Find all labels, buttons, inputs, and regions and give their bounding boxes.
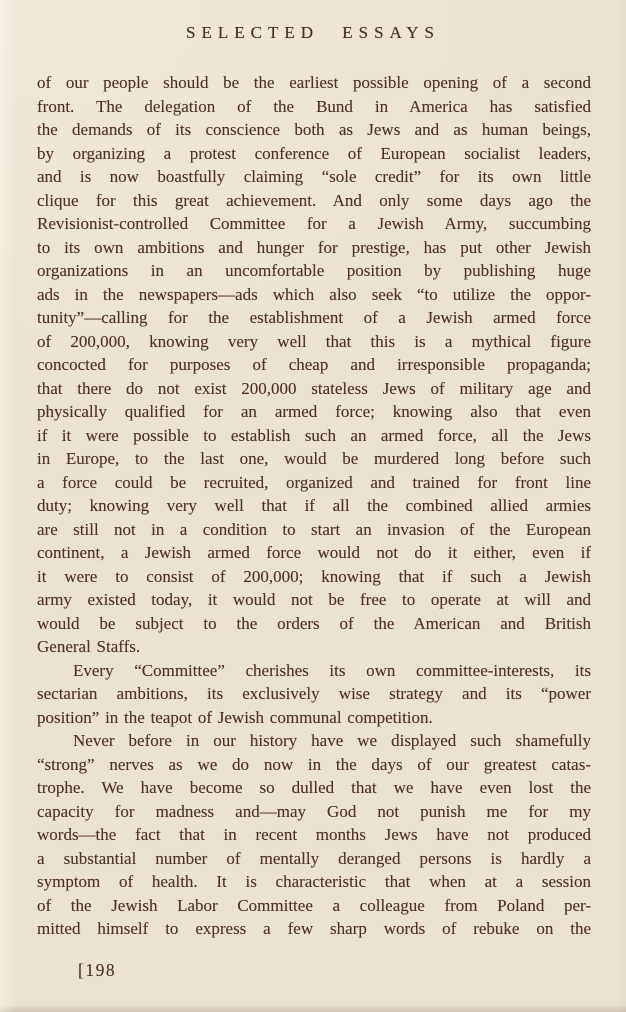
text-line: army existed today, it would not be free to operate at will and xyxy=(37,590,591,609)
body-text xyxy=(37,71,591,941)
text-line: General Staffs. xyxy=(37,637,141,656)
text-line: a substantial number of mentally deranged persons is hardly a xyxy=(37,848,591,868)
text-line: to its own ambitions and hunger for prestige, has put other Jewish xyxy=(37,237,591,257)
text-line: clique for this great achievement. And only some days ago the xyxy=(37,190,591,210)
text-line: a force could be recruited, organized and trained for front line xyxy=(37,472,591,492)
text-line: trophe. We have become so dulled that we have even lost the xyxy=(37,778,591,797)
text-line: in Europe, to the last one, would be murdered long before such xyxy=(37,449,591,468)
text-line: Every “Committee” cherishes its own committee-interests, its xyxy=(73,660,591,680)
text-line: sectarian ambitions, its exclusively wise strategy and its “power xyxy=(37,684,591,703)
text-line: mitted himself to express a few sharp words of rebuke on the xyxy=(37,919,591,938)
text-line: concocted for purposes of cheap and irresponsible propaganda; xyxy=(37,355,591,374)
page-number: [198 xyxy=(78,960,117,980)
text-line: of our people should be the earliest possible opening of a second xyxy=(37,73,591,92)
text-line: the demands of its conscience both as Jews and as human beings, xyxy=(37,120,591,139)
text-line: are still not in a condition to start an invasion of the European xyxy=(37,519,591,539)
text-line: Revisionist-controlled Committee for a Jewish Army, succumbing xyxy=(37,214,591,233)
text-line: position” in the teapot of Jewish communal competition. xyxy=(37,707,433,727)
text-line: symptom of health. It is characteristic that when at a session xyxy=(37,872,591,891)
paragraph xyxy=(37,729,591,941)
text-line: if it were possible to establish such an armed force, all the Jews xyxy=(37,425,591,445)
text-line: it were to consist of 200,000; knowing that if such a Jewish xyxy=(37,566,591,586)
running-header: SELECTED ESSAYS xyxy=(186,23,440,42)
text-line: physically qualified for an armed force; knowing also that even xyxy=(37,402,591,421)
text-line: of 200,000, knowing very well that this is a mythical figure xyxy=(37,331,591,351)
text-line: front. The delegation of the Bund in America has satisfied xyxy=(37,96,591,116)
paragraph xyxy=(37,659,591,730)
text-line: ads in the newspapers—ads which also seek “to utilize the oppor- xyxy=(37,284,591,304)
text-line: tunity”—calling for the establishment of a Jewish armed force xyxy=(37,308,591,327)
text-line: Never before in our history have we displayed such shamefully xyxy=(73,731,591,750)
text-line: duty; knowing very well that if all the combined allied armies xyxy=(37,496,591,515)
text-line: by organizing a protest conference of European socialist leaders, xyxy=(37,143,591,163)
text-line: words—the fact that in recent months Jews have not produced xyxy=(37,825,591,844)
text-line: “strong” nerves as we do now in the days of our greatest catas- xyxy=(37,754,591,774)
text-line: organizations in an uncomfortable position by publishing huge xyxy=(37,261,591,280)
text-line: capacity for madness and—may God not punish me for my xyxy=(37,801,591,821)
text-line: continent, a Jewish armed force would not do it either, even if xyxy=(37,543,591,562)
text-line: would be subject to the orders of the American and British xyxy=(37,613,591,633)
paragraph xyxy=(37,71,591,659)
text-line: that there do not exist 200,000 stateless Jews of military age and xyxy=(37,378,591,398)
text-line: and is now boastfully claiming “sole credit” for its own little xyxy=(37,167,591,186)
text-line: of the Jewish Labor Committee a colleague from Poland per- xyxy=(37,895,591,915)
